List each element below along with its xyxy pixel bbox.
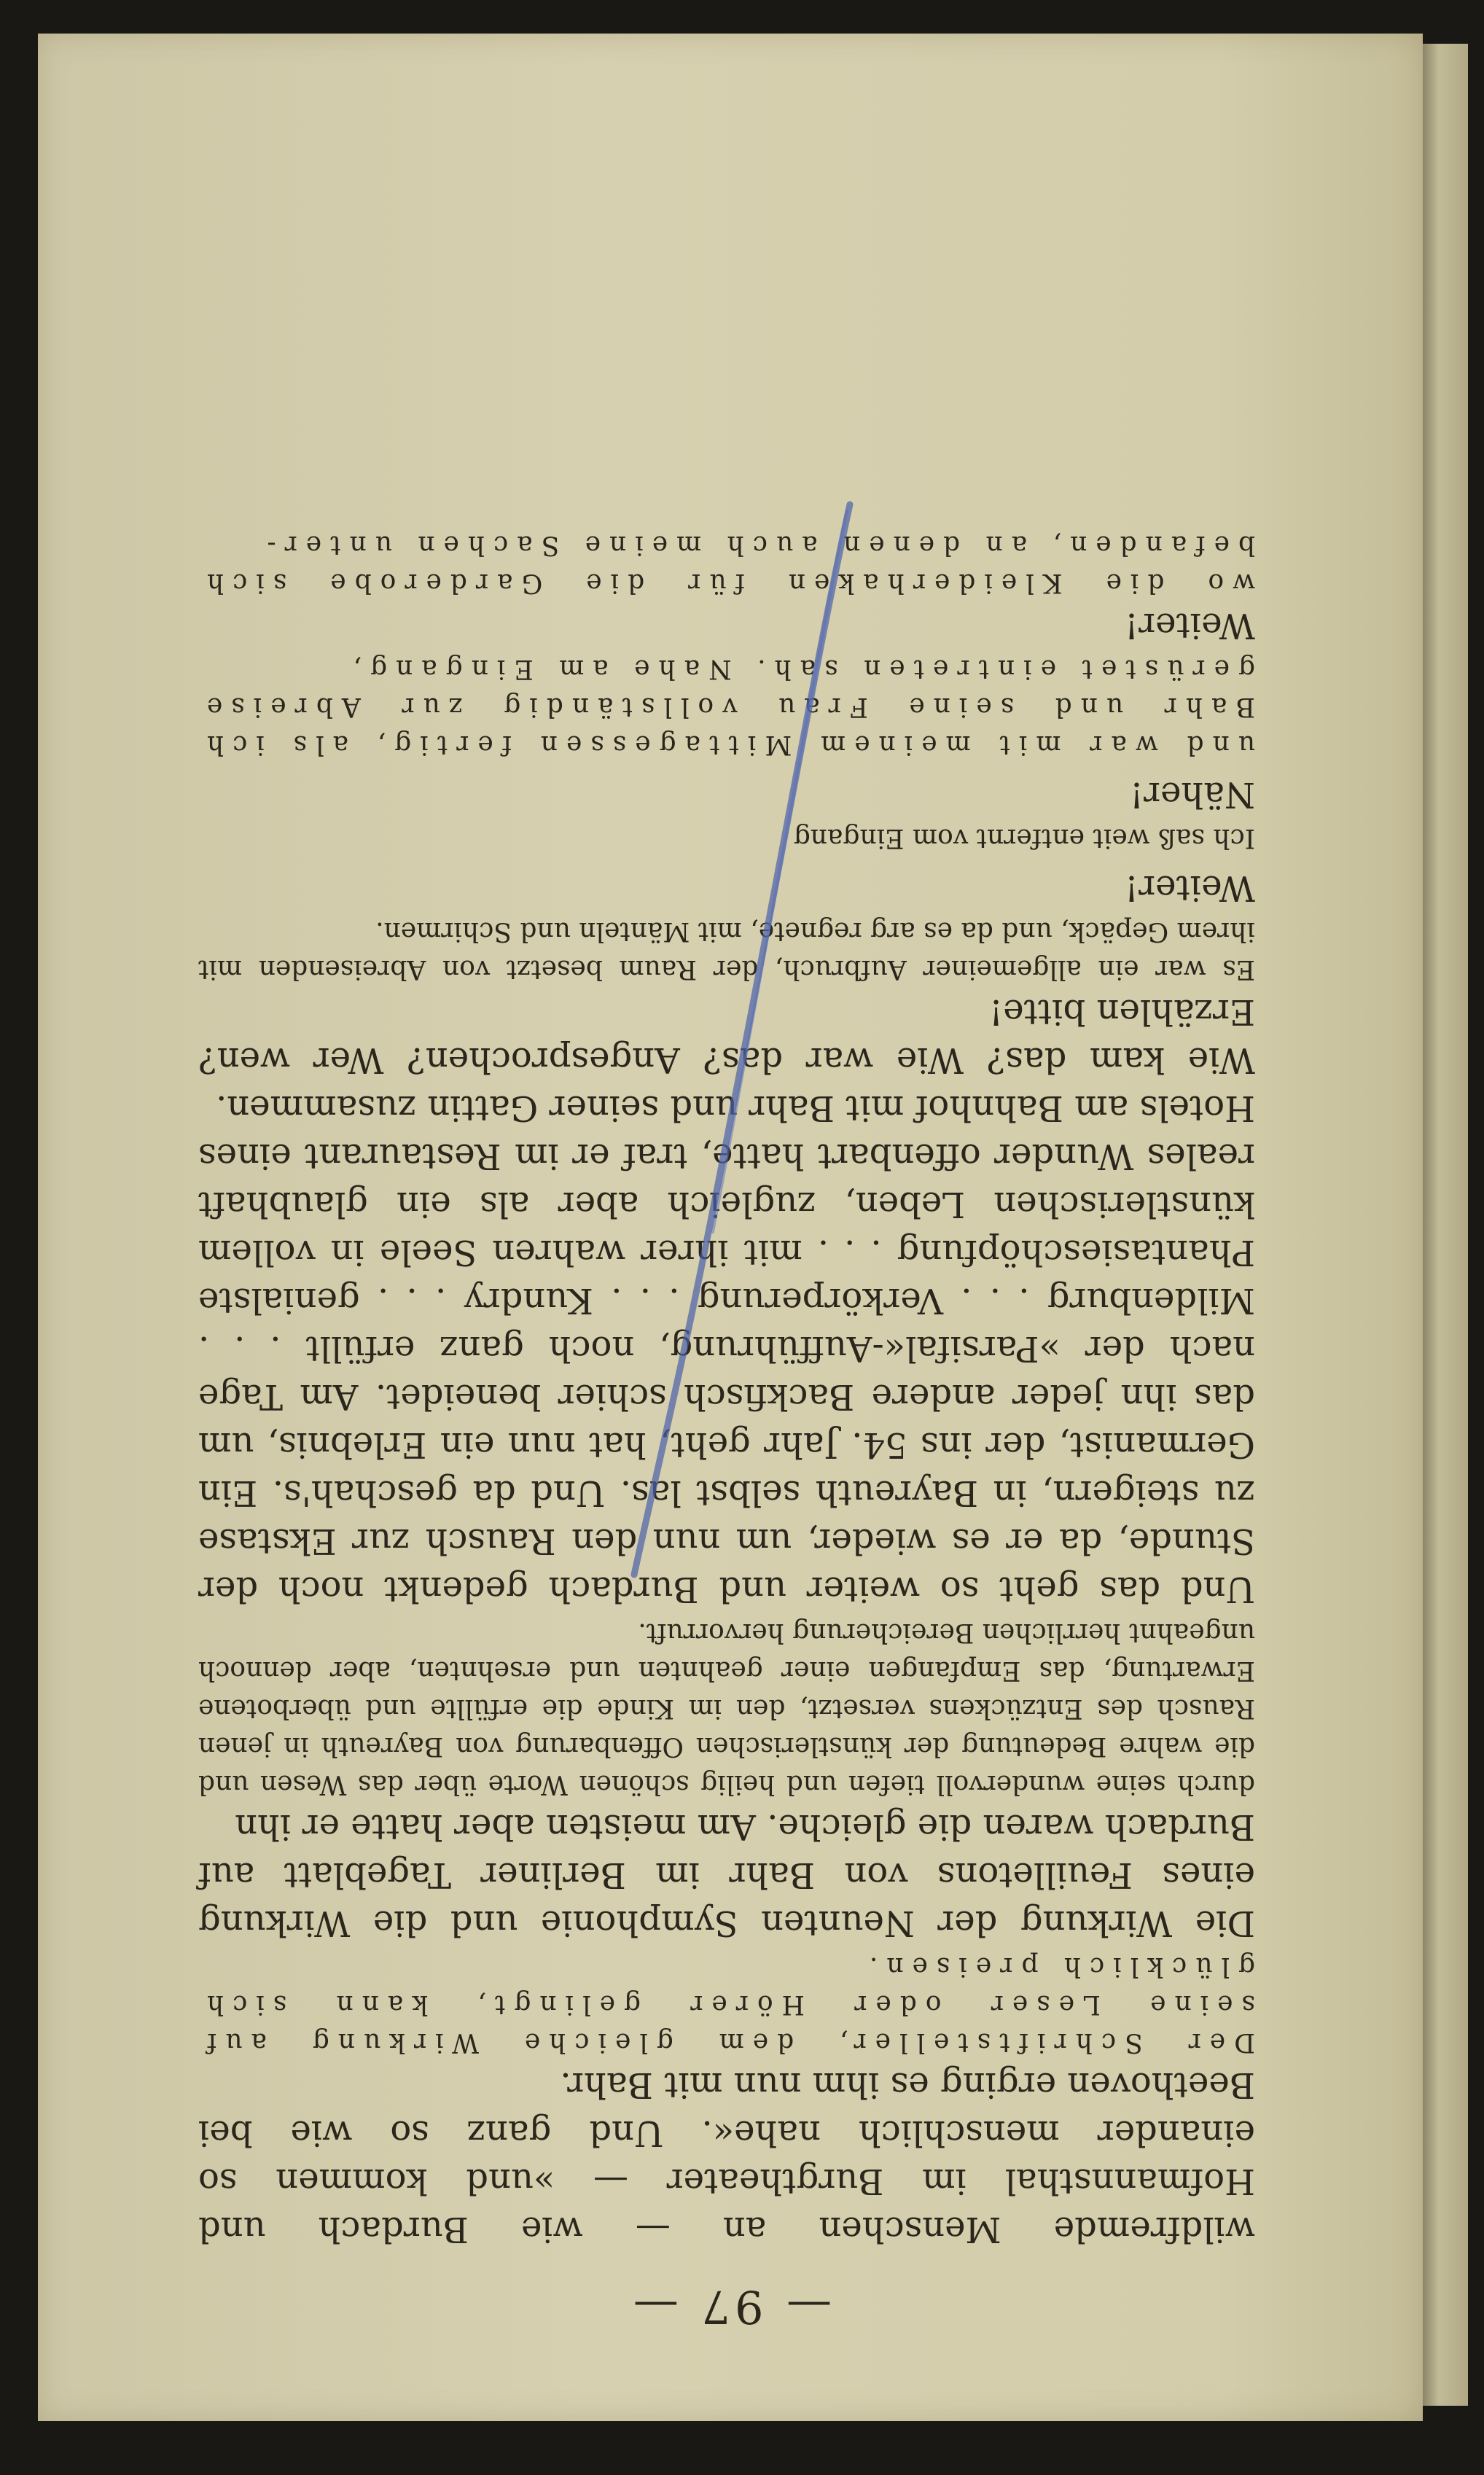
paragraph: Und das geht so weiter und Burdach gedenkt noch der Stunde, da er es wieder, um nun den Rausch zur Ekstase zu steigern, in Bayreuth selbst las. Und da geschah's. Ein Germanist, der ins 54. Jahr geht, hat nun ein Erlebnis, um das ihn jeder andere Backfisch schier beneidet. Am Tage nach der »Parsifal«-Aufführung, noch ganz erfüllt . . . Mildenburg . . . Verkörperung . . . Kundry . . . genialste Phantasieschöpfung . . . mit ihrer wahren Seele in vollem künstlerischen Leben, zugleich aber als ein glaubhaft reales Wunder offenbart hatte, traf er im Restaurant eines Hotels am Bahnhof mit Bahr und seiner Gattin zusammen. <box>198 1088 1255 1610</box>
paragraph: Wie kam das? Wie war das? Angesprochen? Wer wen? Erzählen bitte! <box>198 991 1255 1080</box>
quote-paragraph: Der Schriftsteller, dem gleiche Wirkung auf seine Leser oder Hörer gelingt, kann sich glücklich preisen. <box>198 1952 1255 2057</box>
quote-paragraph: Ich saß weit entfernt vom Eingang <box>793 823 1255 853</box>
facing-page-edge <box>1423 44 1468 2406</box>
quote-paragraph: und war mit meinem Mittagessen fertig, als ich Bahr und seine Frau vollständig zur Abreise gerüstet eintreten sah. Nahe am Eingang, <box>198 654 1255 760</box>
text-block <box>198 526 1255 2253</box>
page-number: — 97 — <box>628 2280 832 2334</box>
quote-paragraph: Es war ein allgemeiner Aufbruch, der Raum besetzt von Abreisenden mit ihrem Gepäck, und da es arg regnete, mit Mänteln und Schirmen. <box>198 916 1255 984</box>
paragraph: Näher! <box>1129 774 1255 815</box>
paragraph: wildfremde Menschen an — wie Burdach und Hofmannsthal im Burgtheater — »und kommen so einander menschlich nahe«. Und ganz so wie bei Beethoven erging es ihm nun mit Bahr. <box>198 2065 1255 2250</box>
page-content-upside-down <box>38 34 1423 2421</box>
paragraph: Weiter! <box>1124 605 1255 646</box>
paragraph: Die Wirkung der Neunten Symphonie und die Wirkung eines Feuilletons von Bahr im Berliner Tageblatt auf Burdach waren die gleiche. Am meisten aber hatte er ihn <box>198 1806 1255 1944</box>
quote-paragraph: durch seine wundervoll tiefen und heilig schönen Worte über das Wesen und die wahre Bedeutung der künstlerischen Offenbarung von Bayreuth in jenen Rausch des Entzückens versetzt, den im Kinde die erfüllte und überbotene Erwartung, das Empfangen einer geahnten und ersehnten, aber dennoch ungeahnt herrlichen Bereicherung hervorruft. <box>198 1618 1255 1799</box>
quote-paragraph: wo die Kleiderhaken für die Garderobe sich befanden, an denen auch meine Sachen unter- <box>198 530 1255 598</box>
paragraph: Weiter! <box>1124 868 1255 908</box>
